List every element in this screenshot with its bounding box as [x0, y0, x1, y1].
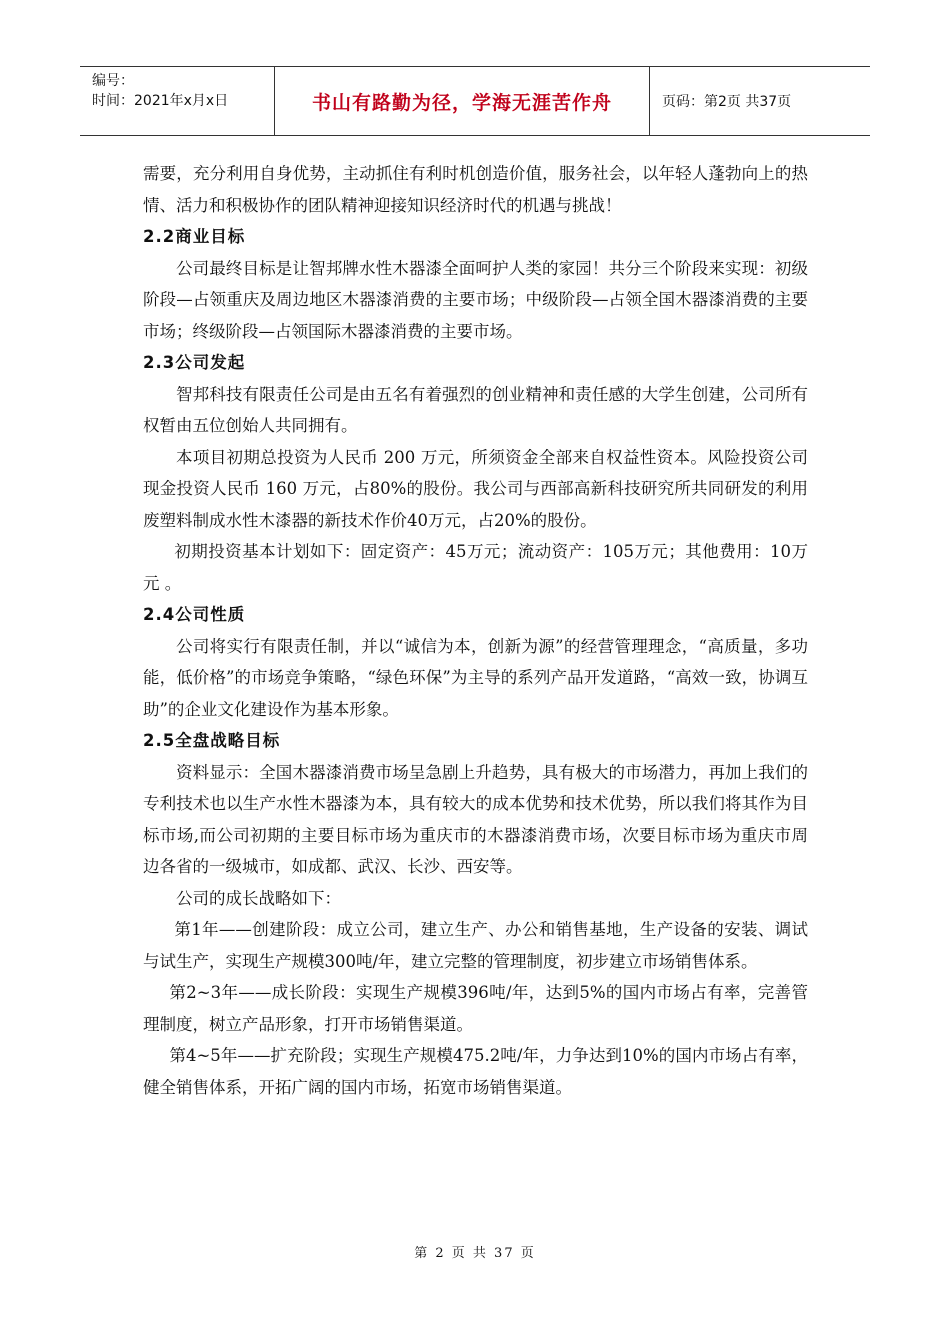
section-heading: 2.5全盘战略目标 [143, 731, 281, 750]
body-paragraph: 第2~3年——成长阶段：实现生产规模396吨/年，达到5%的国内市场占有率，完善管理制度，树立产品形象，打开市场销售渠道。 [143, 983, 808, 1034]
body-paragraph: 第4~5年——扩充阶段；实现生产规模475.2吨/年，力争达到10%的国内市场占有率，健全销售体系，开拓广阔的国内市场，拓宽市场销售渠道。 [143, 1046, 808, 1097]
document-body [143, 158, 808, 1103]
body-paragraph: 资料显示：全国木器漆消费市场呈急剧上升趋势，具有极大的市场潜力，再加上我们的专利技术也以生产水性木器漆为本，具有较大的成本优势和技术优势，所以我们将其作为目标市场,而公司初期的主要目标市场为重庆市的木器漆消费市场，次要目标市场为重庆市周边各省的一级城市，如成都、武汉、长沙、西安等。 [143, 762, 808, 876]
body-paragraph: 第1年——创建阶段：成立公司，建立生产、办公和销售基地，生产设备的安装、调试与试生产，实现生产规模300吨/年，建立完整的管理制度，初步建立市场销售体系。 [143, 920, 808, 971]
header-meta [80, 66, 275, 136]
body-paragraph: 需要，充分利用自身优势，主动抓住有利时机创造价值，服务社会，以年轻人蓬勃向上的热情、活力和积极协作的团队精神迎接知识经济时代的机遇与挑战！ [143, 164, 808, 215]
document-date-label: 时间：2021年x月x日 [92, 93, 229, 109]
body-paragraph: 公司最终目标是让智邦牌水性木器漆全面呵护人类的家园！共分三个阶段来实现：初级阶段—占领重庆及周边地区木器漆消费的主要市场；中级阶段—占领全国木器漆消费的主要市场；终级阶段—占领国际木器漆消费的主要市场。 [143, 258, 808, 341]
header-page-info: 页码：第2页 共37页 [650, 66, 870, 136]
page-footer: 第 2 页 共 37 页 [414, 1246, 536, 1261]
body-paragraph: 本项目初期总投资为人民币 200 万元，所须资金全部来自权益性资本。风险投资公司现金投资人民币 160 万元，占80%的股份。我公司与西部高新科技研究所共同研发的利用废塑料制成水性木漆器的新技术作价40万元，占20%的股份。 [143, 447, 808, 530]
section-heading: 2.4公司性质 [143, 605, 246, 624]
body-paragraph: 公司的成长战略如下： [176, 888, 341, 908]
page-header [80, 66, 870, 136]
section-heading: 2.3公司发起 [143, 353, 246, 372]
body-paragraph: 智邦科技有限责任公司是由五名有着强烈的创业精神和责任感的大学生创建，公司所有权暂由五位创始人共同拥有。 [143, 384, 808, 435]
body-paragraph: 初期投资基本计划如下：固定资产：45万元；流动资产：105万元；其他费用：10万元 。 [143, 542, 808, 593]
document-number-label: 编号： [92, 73, 134, 89]
header-motto: 书山有路勤为径，学海无涯苦作舟 [275, 66, 650, 136]
body-paragraph: 公司将实行有限责任制，并以“诚信为本，创新为源”的经营管理理念，“高质量，多功能，低价格”的市场竞争策略，“绿色环保”为主导的系列产品开发道路，“高效一致，协调互助”的企业文化建设作为基本形象。 [143, 636, 808, 719]
section-heading: 2.2商业目标 [143, 227, 246, 246]
